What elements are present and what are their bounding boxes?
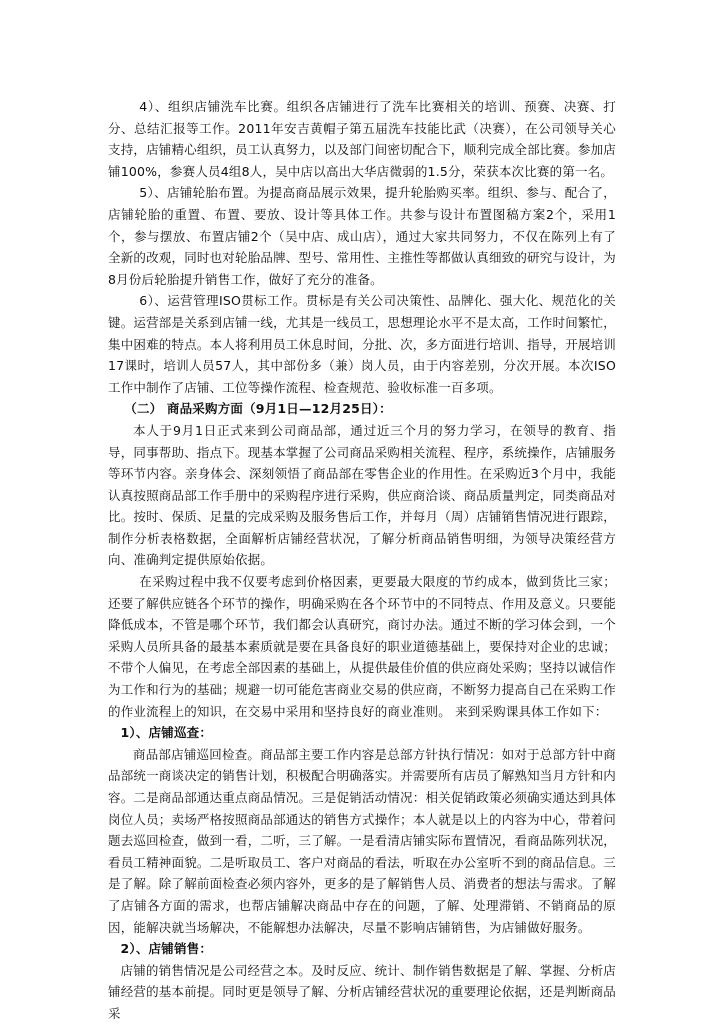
section-heading-procurement: （二） 商品采购方面（9月1日—12月25日）： [124, 401, 392, 417]
paragraph-procurement-principles: 在采购过程中我不仅要考虑到价格因素，更要最大限度的节约成本，做到货比三家；还要了解供应链各个环节的操作，明确采购在各个环节中的不同特点、作用及意义。只要能降低成本，不管是哪个环节，我们都会认真研究，商讨办法。通过不断的学习体会到，一个采购人员所具备的最基本素质就是要在具备良好的职业道德基础上，要保持对企业的忠诚；不带个人偏见，在考虑全部因素的基础上，从提供最佳价值的供应商处采购；坚持以诚信作为工作和行为的基础；规避一切可能危害商业交易的供应商，不断努力提高自己在采购工作的作业流程上的知识，在交易中采用和坚持良好的商业准则。 来到采购课具体工作如下： [108, 574, 617, 719]
paragraph-store-inspection: 商品部店铺巡回检查。商品部主要工作内容是总部方针执行情况：如对于总部方针中商品部统一商谈决定的销售计划，积极配合明确落实。并需要所有店员了解熟知当月方针和内容。二是商品部通达重点商品情况。三是促销活动情况：相关促销政策必须确实通达到具体岗位人员；卖场严格按照商品部通达的销售方式操作；本人就是以上的内容为中心，带着问题去巡回检查，做到一看，二听，三了解。一是看清店铺实际布置情况，看商品陈列状况，看员工精神面貌。二是听取员工、客户对商品的看法，听取在办公室听不到的商品信息。三是了解。除了解前面检查必须内容外，更多的是了解销售人员、消费者的想法与需求。了解了店铺各方面的需求，也帮店铺解决商品中存在的问题，了解、处理滞销、不销商品的原因，能解决就当场解决，不能解想办法解决，尽量不影响店铺销售，为店铺做好服务。 [108, 746, 617, 935]
subheading-store-sales: 2）、店铺销售： [120, 941, 213, 957]
paragraph-tire-layout: 5）、店铺轮胎布置。为提高商品展示效果，提升轮胎购买率。组织、参与、配合了，店铺轮胎的重置、布置、要放、设计等具体工作。共参与设计布置图稿方案2个，采用1个，参与摆放、布置店铺2个（吴中店、成山店），通过大家共同努力，不仅在陈列上有了全新的改观，同时也对轮胎品牌、型号、常用性、主推性等都做认真细致的研究与设计，为8月份后轮胎提升销售工作，做好了充分的准备。 [108, 185, 617, 287]
paragraph-store-sales: 店铺的销售情况是公司经营之本。及时反应、统计、制作销售数据是了解、掌握、分析店铺经营的基本前提。同时更是领导了解、分析店铺经营状况的重要理论依据，还是判断商品采 [108, 962, 617, 1021]
paragraph-procurement-intro: 本人于9月1日正式来到公司商品部，通过近三个月的努力学习，在领导的教育、指导，同事帮助、指点下。现基本掌握了公司商品采购相关流程、程序，系统操作，店铺服务等环节内容。亲身体会、深刻领悟了商品部在零售企业的作用性。在采购近3个月中，我能认真按照商品部工作手册中的采购程序进行采购，供应商洽谈、商品质量判定，同类商品对比。按时、保质、足量的完成采购及服务售后工作，并每月（周）店铺销售情况进行跟踪，制作分析表格数据，全面解析店铺经营状况，了解分析商品销售明细，为领导决策经营方向、准确判定提供原始依据。 [108, 422, 617, 568]
subheading-store-inspection: 1）、店铺巡查： [120, 725, 213, 741]
document-page [108, 96, 616, 1025]
paragraph-iso-standard: 6）、运营管理ISO贯标工作。贯标是有关公司决策性、品牌化、强大化、规范化的关键。运营部是关系到店铺一线，尤其是一线员工，思想理论水平不是太高，工作时间繁忙，集中困难的特点。本人将利用员工休息时间，分批、次，多方面进行培训、指导，开展培训17课时，培训人员57人，其中部份多（兼）岗人员，由于内容差别，分次开展。本次ISO工作中制作了店铺、工位等操作流程、检查规范、验收标准一百多项。 [108, 293, 617, 395]
paragraph-car-wash-competition: 4）、组织店铺洗车比赛。组织各店铺进行了洗车比赛相关的培训、预赛、决赛、打分、总结汇报等工作。2011年安吉黄帽子第五届洗车技能比武（决赛），在公司领导关心支持，店铺精心组织，员工认真努力，以及部门间密切配合下，顺利完成全部比赛。参加店铺100%，参赛人员4组8人，吴中店以高出大华店微弱的1.5分，荣获本次比赛的第一名。 [108, 99, 617, 179]
